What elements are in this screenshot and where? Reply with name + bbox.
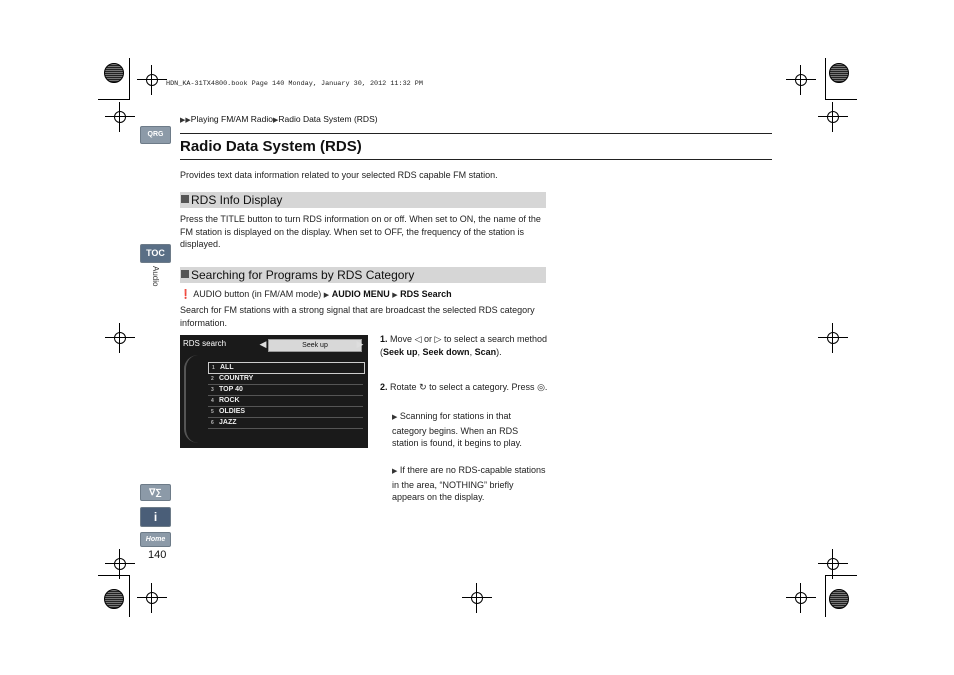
step-2-note-1: ▶ Scanning for stations in that category begins. When an RDS station is found, it begins to play. (392, 411, 522, 448)
voice-command-icon: ∇∑ (149, 487, 162, 497)
registration-mark (826, 331, 840, 345)
crop-mark (825, 58, 826, 100)
toc-tab[interactable]: TOC (140, 244, 171, 263)
step-2-note-2: ▶ If there are no RDS-capable stations in the area, “NOTHING” briefly appears on the display. (392, 465, 546, 502)
home-tab[interactable]: Home (140, 532, 171, 547)
crop-mark (98, 575, 130, 576)
print-header: HDN_KA-31TX4800.book Page 140 Monday, January 30, 2012 11:32 PM (166, 80, 423, 88)
square-bullet-icon (181, 270, 189, 278)
crop-mark (98, 99, 130, 100)
qrg-tab[interactable]: QRG (140, 126, 171, 144)
category-item[interactable]: 6 JAZZ (208, 418, 363, 429)
section-heading-rds-info: RDS Info Display (180, 192, 546, 208)
info-index-tab[interactable] (140, 507, 171, 527)
category-item[interactable]: 1 ALL (208, 362, 365, 374)
registration-mark (826, 110, 840, 124)
note-arrow-icon: ▶ (392, 414, 398, 421)
screen-title: RDS search (183, 339, 227, 348)
left-arrow-icon: ◀ (259, 339, 267, 349)
step-2: 2. Rotate ↻ to select a category. Press ◎. (380, 382, 548, 392)
registration-mark (145, 73, 159, 87)
section-heading-program-search: Searching for Programs by RDS Category (180, 267, 546, 283)
breadcrumb (180, 114, 378, 124)
crop-mark (129, 58, 130, 100)
category-item[interactable]: 3 TOP 40 (208, 385, 363, 396)
note-arrow-icon: ▶ (392, 468, 398, 475)
crop-mark (825, 575, 826, 617)
press-knob-icon: ◎ (537, 382, 545, 392)
grid-target-mark (104, 63, 124, 83)
step-1: 1. Move ◁ or ▷ to select a search method (Seek up, Seek down, Scan). (380, 334, 548, 357)
info-icon: i (153, 510, 158, 524)
voice-command-index-tab[interactable] (140, 484, 171, 501)
breadcrumb-arrow-icon: ▶▶ (180, 117, 191, 124)
title-top-rule (180, 133, 772, 134)
registration-mark (113, 331, 127, 345)
path-arrow-icon: ▶ (323, 292, 330, 299)
grid-target-mark (829, 63, 849, 83)
menu-path: ❗ AUDIO button (in FM/AM mode) ▶ AUDIO MENU ▶ RDS Search (180, 289, 452, 299)
intro-text: Provides text data information related to your selected RDS capable FM station. (180, 170, 498, 180)
grid-target-mark (104, 589, 124, 609)
breadcrumb-link-radio[interactable]: Playing FM/AM Radio (190, 114, 273, 124)
registration-mark (113, 557, 127, 571)
grid-target-mark (829, 589, 849, 609)
breadcrumb-current: Radio Data System (RDS) (278, 114, 378, 124)
joystick-right-icon: ▷ (434, 334, 442, 344)
registration-mark (470, 591, 484, 605)
registration-mark (794, 73, 808, 87)
title-bottom-rule (180, 159, 772, 160)
rotate-knob-icon: ↻ (419, 382, 427, 392)
right-arrow-icon: ▶ (356, 339, 364, 349)
rds-search-screen (180, 335, 368, 448)
registration-mark (794, 591, 808, 605)
crop-mark (129, 575, 130, 617)
section-program-search-body: Search for FM stations with a strong signal that are broadcast the selected RDS category information. (180, 305, 535, 328)
registration-mark (113, 110, 127, 124)
category-item[interactable]: 2 COUNTRY (208, 374, 363, 385)
registration-mark (145, 591, 159, 605)
joystick-left-icon: ◁ (414, 334, 422, 344)
category-item[interactable]: 5 OLDIES (208, 407, 363, 418)
path-arrow-icon: ▶ (392, 292, 398, 299)
crop-mark (825, 99, 857, 100)
microphone-icon: ❗ (180, 289, 192, 299)
seek-mode-selector[interactable]: Seek up (268, 339, 362, 352)
page-number: 140 (148, 549, 167, 561)
crop-mark (825, 575, 857, 576)
section-rds-info-body: Press the TITLE button to turn RDS information on or off. When set to ON, the name of the FM station is displayed on the display. When set to OFF, the frequency of the station is displayed. (180, 214, 541, 249)
dial-arc-icon (184, 355, 206, 443)
category-item[interactable]: 4 ROCK (208, 396, 363, 407)
square-bullet-icon (181, 195, 189, 203)
page-title: Radio Data System (RDS) (180, 138, 362, 155)
breadcrumb-arrow-icon: ▶ (272, 117, 279, 124)
registration-mark (826, 557, 840, 571)
chapter-label: Audio (151, 266, 160, 287)
